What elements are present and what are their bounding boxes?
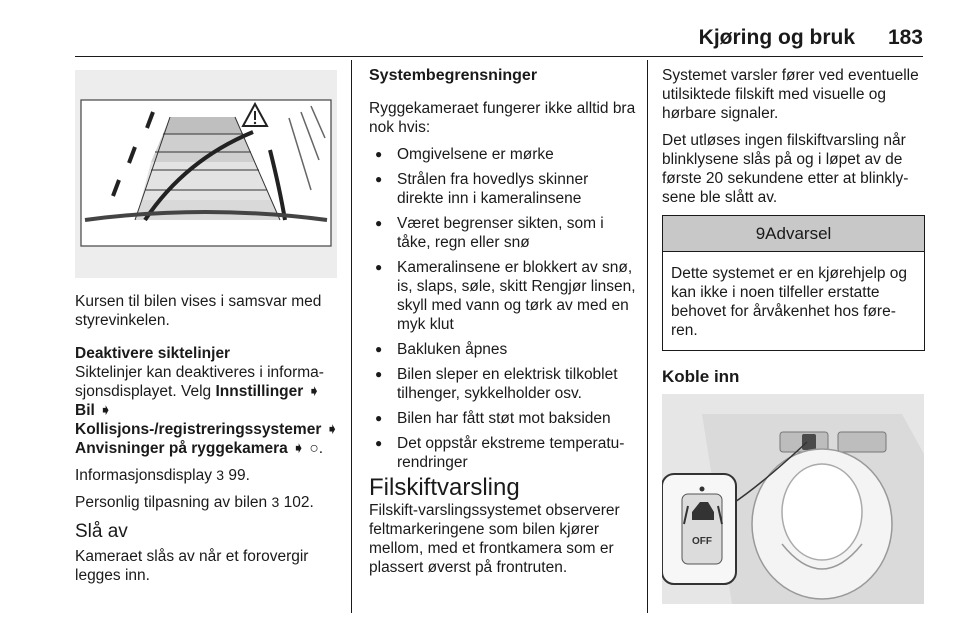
limits-heading: Systembegrensninger bbox=[369, 67, 538, 84]
reference-line[interactable]: Personlig tilpasning av bilen 3 102. bbox=[75, 494, 314, 511]
menu-path-4: Anvisninger på ryggekamera bbox=[75, 440, 288, 457]
column-divider-2 bbox=[647, 60, 648, 613]
page-header bbox=[0, 0, 960, 60]
circle-icon: ○ bbox=[309, 440, 319, 457]
list-item: ● Bilen sleper en elektrisk tilkoblet tilhenger, sykkelholder osv. bbox=[369, 365, 637, 403]
lane-indicator-text: Det utløses ingen filskiftvarsling når blinklysene slås på og i løpet av de første 20 sekundene etter at blinkly-sene ble slått av. bbox=[662, 132, 909, 206]
list-item: ● Strålen fra hovedlys skinner direkte inn i kameralinsene bbox=[369, 170, 637, 208]
lane-heading: Filskiftvarsling bbox=[369, 474, 520, 501]
rear-camera-illustration bbox=[75, 70, 337, 278]
page-number: 183 bbox=[887, 26, 923, 49]
section-title: Kjøring og bruk bbox=[698, 26, 855, 49]
deactivate-text: Siktelinjer kan deaktiveres i informa-sjonsdisplayet. Velg Innstillinger ➧ Bil ➧ Kollisjons-/registreringssystemer ➧ Anvisninger på ryggekamera ➧ ○. bbox=[75, 364, 339, 457]
middle-column bbox=[369, 66, 637, 585]
arrow-icon: ➧ bbox=[307, 383, 321, 400]
deactivate-heading: Deaktivere siktelinjer bbox=[75, 345, 231, 362]
menu-path-3: Kollisjons-/registreringssystemer bbox=[75, 421, 322, 438]
warning-title: Advarsel bbox=[765, 224, 832, 243]
reference-line[interactable]: Informasjonsdisplay 3 99. bbox=[75, 467, 250, 484]
header-rule bbox=[75, 56, 923, 57]
warning-text: Dette systemet er en kjørehjelp og kan ikke i noen tilfeller erstatte behovet for årvåkenhet hos føre-ren. bbox=[671, 265, 908, 339]
reference-symbol: 3 bbox=[271, 494, 280, 510]
warning-box bbox=[662, 215, 925, 351]
list-item: ● Været begrenser sikten, som i tåke, regn eller snø bbox=[369, 214, 637, 252]
arrow-icon: ➧ bbox=[292, 440, 306, 457]
menu-path-2: Bil bbox=[75, 402, 95, 419]
list-item: ● Bakluken åpnes bbox=[369, 340, 637, 359]
menu-path-1: Innstillinger bbox=[215, 383, 304, 400]
camera-caption: Kursen til bilen vises i samsvar med styrevinkelen. bbox=[75, 293, 322, 329]
lane-text: Filskift-varslingssystemet observerer feltmarkeringene som bilen kjører mellom, med et frontkamera som er plassert øverst på frontruten. bbox=[369, 502, 620, 576]
list-item: ● Det oppstår ekstreme temperatu-rendringer bbox=[369, 434, 637, 472]
off-text: Kameraet slås av når et forovergir legges inn. bbox=[75, 548, 309, 584]
list-item: ● Omgivelsene er mørke bbox=[369, 145, 637, 164]
arrow-icon: ➧ bbox=[325, 421, 339, 438]
warning-icon: 9 bbox=[755, 224, 766, 243]
limits-intro: Ryggekameraet fungerer ikke alltid bra nok hvis: bbox=[369, 100, 636, 136]
lane-warning-text: Systemet varsler fører ved eventuelle utilsiktede filskift med visuelle og hørbare signaler. bbox=[662, 67, 919, 122]
limits-list bbox=[369, 145, 637, 472]
arrow-icon: ➧ bbox=[99, 402, 113, 419]
right-column bbox=[662, 66, 925, 604]
column-divider-1 bbox=[351, 60, 352, 613]
console-button-illustration bbox=[662, 394, 924, 604]
connect-heading: Koble inn bbox=[662, 367, 740, 386]
left-column bbox=[75, 70, 340, 593]
warning-header bbox=[663, 216, 924, 252]
off-button-label[interactable]: OFF bbox=[692, 536, 712, 547]
off-heading: Slå av bbox=[75, 521, 128, 542]
list-item: ● Kameralinsene er blokkert av snø, is, slaps, søle, skitt Rengjør linsen, skyll med vann og tørk av med en myk klut bbox=[369, 258, 637, 334]
list-item: ● Bilen har fått støt mot baksiden bbox=[369, 409, 637, 428]
reference-symbol: 3 bbox=[216, 467, 225, 483]
